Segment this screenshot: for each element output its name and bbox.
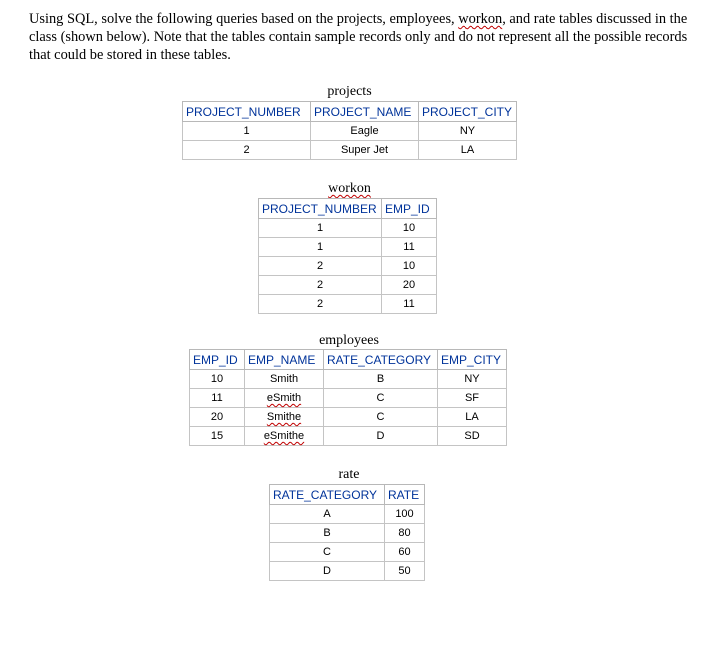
table-cell: 15 <box>190 427 245 446</box>
instructions-text-start: Using SQL, solve the following queries based on the projects, employees, <box>29 11 459 27</box>
table-cell: 1 <box>259 219 382 238</box>
table-cell: 2 <box>259 276 382 295</box>
rate-table <box>269 484 425 581</box>
employees-table <box>189 349 507 446</box>
instructions-text-end: , and rate tables discussed in the class (shown below). Note that the tables contain sample records only and do not represent all the possible records that could be stored in these tables. <box>29 11 688 63</box>
table-cell: 80 <box>385 524 425 543</box>
table-cell: 2 <box>259 295 382 314</box>
table-cell: Eagle <box>311 122 419 141</box>
table-cell: B <box>270 524 385 543</box>
projects-col-project-city: PROJECT_CITY <box>419 102 517 122</box>
workon-caption-text: workon <box>328 181 371 196</box>
table-cell: D <box>270 562 385 581</box>
employees-col-emp-name: EMP_NAME <box>245 350 324 370</box>
table-cell: NY <box>438 370 507 389</box>
table-row <box>259 238 437 257</box>
workon-col-emp-id: EMP_ID <box>382 199 437 219</box>
emp-name-spellcheck: Smithe <box>266 411 302 423</box>
table-cell: 50 <box>385 562 425 581</box>
table-cell: B <box>324 370 438 389</box>
table-cell: LA <box>419 141 517 160</box>
table-row <box>270 505 425 524</box>
projects-caption: projects <box>327 84 372 99</box>
projects-col-project-number: PROJECT_NUMBER <box>183 102 311 122</box>
table-cell: 10 <box>382 257 437 276</box>
table-cell: C <box>324 389 438 408</box>
table-row <box>259 295 437 314</box>
employees-col-rate-category: RATE_CATEGORY <box>324 350 438 370</box>
table-cell: Super Jet <box>311 141 419 160</box>
employees-col-emp-city: EMP_CITY <box>438 350 507 370</box>
table-row <box>183 141 517 160</box>
workon-col-project-number: PROJECT_NUMBER <box>259 199 382 219</box>
workon-table <box>258 198 437 314</box>
table-cell: C <box>270 543 385 562</box>
table-row <box>259 257 437 276</box>
table-cell <box>245 408 324 427</box>
table-cell: SD <box>438 427 507 446</box>
table-cell: 2 <box>183 141 311 160</box>
table-cell: 10 <box>382 219 437 238</box>
table-cell: LA <box>438 408 507 427</box>
table-row <box>190 408 507 427</box>
table-row <box>259 219 437 238</box>
table-cell: 20 <box>382 276 437 295</box>
table-row <box>259 276 437 295</box>
table-cell: 100 <box>385 505 425 524</box>
table-cell: C <box>324 408 438 427</box>
table-cell: 11 <box>190 389 245 408</box>
workon-header-row <box>259 199 437 219</box>
table-cell: 2 <box>259 257 382 276</box>
table-cell <box>245 389 324 408</box>
emp-name-spellcheck: eSmith <box>266 392 302 404</box>
table-row <box>190 370 507 389</box>
table-cell: D <box>324 427 438 446</box>
table-cell: 11 <box>382 295 437 314</box>
instructions-workon-word: workon <box>458 11 503 27</box>
instructions-paragraph <box>29 10 699 64</box>
employees-caption: employees <box>319 333 379 348</box>
employees-header-row <box>190 350 507 370</box>
table-cell: NY <box>419 122 517 141</box>
rate-col-rate: RATE <box>385 485 425 505</box>
rate-caption: rate <box>338 467 360 482</box>
projects-header-row <box>183 102 517 122</box>
projects-col-project-name: PROJECT_NAME <box>311 102 419 122</box>
table-cell: 60 <box>385 543 425 562</box>
table-row <box>190 427 507 446</box>
workon-caption <box>258 181 441 197</box>
table-cell: 1 <box>183 122 311 141</box>
employees-col-emp-id: EMP_ID <box>190 350 245 370</box>
table-cell: A <box>270 505 385 524</box>
emp-name-spellcheck: eSmithe <box>263 430 305 442</box>
table-cell: 10 <box>190 370 245 389</box>
table-cell: 1 <box>259 238 382 257</box>
table-cell: 11 <box>382 238 437 257</box>
rate-col-rate-category: RATE_CATEGORY <box>270 485 385 505</box>
table-row <box>270 524 425 543</box>
table-cell: 20 <box>190 408 245 427</box>
table-row <box>190 389 507 408</box>
table-row <box>270 562 425 581</box>
table-cell: Smith <box>245 370 324 389</box>
table-cell: SF <box>438 389 507 408</box>
rate-header-row <box>270 485 425 505</box>
table-row <box>183 122 517 141</box>
table-row <box>270 543 425 562</box>
projects-table <box>182 101 517 160</box>
table-cell <box>245 427 324 446</box>
